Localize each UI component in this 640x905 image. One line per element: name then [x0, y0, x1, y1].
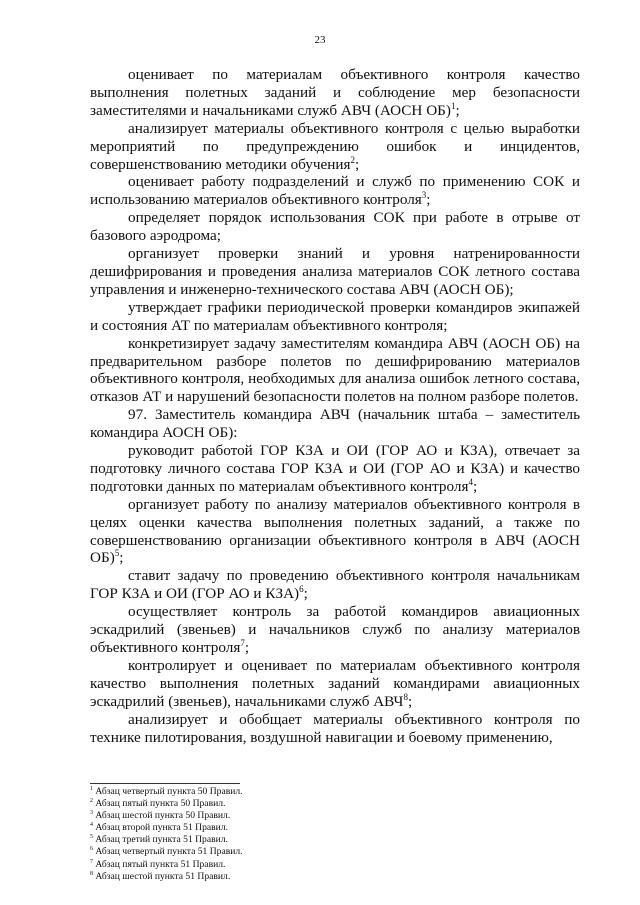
- paragraph: [90, 567, 580, 603]
- paragraph-text: конкретизирует задачу заместителям командира АВЧ (АОСН ОБ) на предварительном разборе полетов по дешифрированию материалов объективного контроля, необходимых для анализа ошибок летного состава, отказов АТ и нарушений безопасности полетов на полном разборе полетов.: [90, 334, 580, 406]
- footnote-text: Абзац пятый пункта 51 Правил.: [95, 858, 226, 870]
- footnote-ref[interactable]: 4: [468, 476, 473, 487]
- footnote-text: Абзац шестой пункта 51 Правил.: [95, 870, 231, 882]
- paragraph-end: ;: [119, 549, 124, 567]
- footnote-text: Абзац второй пункта 51 Правил.: [95, 822, 228, 834]
- footnote-ref[interactable]: 2: [350, 154, 356, 165]
- footnote-number: 1: [90, 785, 93, 792]
- paragraph-text: утверждает графики периодической проверки командиров экипажей и состояния АТ по материалам объективного контроля;: [90, 298, 580, 334]
- footnote-ref[interactable]: 1: [450, 100, 456, 111]
- paragraph: [90, 442, 580, 496]
- paragraph: [90, 120, 580, 174]
- paragraph: [90, 173, 580, 209]
- footnote-number: 4: [90, 822, 93, 829]
- paragraph: [90, 209, 580, 245]
- paragraph-text: организует проверки знаний и уровня натренированности дешифрирования и проведения анализа материалов СОК летного состава управления и инженерно-технического состава АВЧ (АОСН ОБ);: [90, 245, 580, 298]
- footnote-ref[interactable]: 8: [403, 691, 408, 702]
- footnote-text: Абзац шестой пункта 50 Правил.: [95, 810, 231, 822]
- paragraph: [90, 66, 580, 120]
- paragraph-text: руководит работой ГОР КЗА и ОИ (ГОР АО и КЗА), отвечает за подготовку личного состава ГОР КЗА и ОИ (ГОР АО и КЗА) и качество подготовки данных по материалам объективного контроля: [90, 442, 580, 495]
- paragraph-end: ;: [455, 101, 460, 119]
- section-heading: [90, 406, 580, 442]
- paragraph-text: определяет порядок использования СОК при работе в отрыве от базового аэродрома;: [90, 209, 580, 245]
- footnote-ref[interactable]: 5: [114, 548, 120, 559]
- paragraph-text: организует работу по анализу материалов объективного контроля в целях оценки качества выполнения полетных заданий, а также по совершенствованию организации объективного контроля в АВЧ (АОСН ОБ): [90, 495, 580, 567]
- footnote: [90, 859, 490, 871]
- footnote-ref[interactable]: 6: [299, 584, 304, 595]
- footnote: [90, 871, 490, 883]
- footnote-text: Абзац пятый пункта 50 Правил.: [95, 798, 226, 810]
- paragraph-end: ;: [244, 639, 250, 656]
- footnote: [90, 822, 490, 834]
- footnote-number: 7: [90, 858, 93, 865]
- paragraph-text: анализирует и обобщает материалы объективного контроля по технике пилотирования, воздушной навигации и боевому применению,: [90, 710, 580, 746]
- paragraph: [90, 603, 580, 657]
- footnote-text: Абзац четвертый пункта 50 Правил.: [95, 786, 243, 797]
- footnote-separator: [90, 783, 240, 784]
- footnote: [90, 834, 490, 846]
- footnote-number: 5: [90, 834, 93, 841]
- paragraph-text: оценивает работу подразделений и служб по применению СОК и использованию материалов объективного контроля: [90, 173, 580, 209]
- footnote-text: Абзац четвертый пункта 51 Правил.: [95, 846, 243, 858]
- paragraph-text: ставит задачу по проведению объективного контроля начальникам ГОР КЗА и ОИ (ГОР АО и КЗА): [90, 567, 580, 603]
- paragraph-text: 97. Заместитель командира АВЧ (начальник штаба – заместитель командира АОСН ОБ):: [90, 406, 580, 442]
- paragraph-end: ;: [303, 585, 308, 603]
- footnote-text: Абзац третий пункта 51 Правил.: [95, 834, 228, 846]
- paragraph: [90, 299, 580, 335]
- paragraph-text: анализирует материалы объективного контроля с целью выработки мероприятий по предупреждению ошибок и инцидентов, совершенствованию методики обучения: [90, 119, 580, 173]
- paragraph-end: ;: [472, 477, 478, 495]
- footnote: [90, 786, 490, 798]
- footnote-number: 6: [90, 846, 93, 853]
- footnote: [90, 810, 490, 822]
- page-number: 23: [314, 34, 326, 46]
- paragraph-end: ;: [355, 155, 360, 173]
- paragraph-text: оценивает по материалам объективного контроля качество выполнения полетных заданий и соблюдение мер безопасности заместителями и начальниками служб АВЧ (АОСН ОБ): [90, 66, 580, 119]
- footnote-ref[interactable]: 3: [421, 190, 427, 201]
- paragraph-end: ;: [407, 692, 413, 710]
- paragraph: [90, 245, 580, 299]
- paragraph-end: ;: [426, 191, 431, 209]
- paragraph: [90, 496, 580, 568]
- paragraph: [90, 657, 580, 711]
- footnote-number: 2: [90, 797, 93, 804]
- paragraph-text: контролирует и оценивает по материалам объективного контроля качество выполнения полетных заданий командирами авиационных эскадрилий (звеньев), начальниками служб АВЧ: [90, 656, 580, 710]
- paragraph-text: осуществляет контроль за работой командиров авиационных эскадрилий (звеньев) и начальников служб по анализу материалов объективного контроля: [90, 603, 580, 656]
- footnote-number: 8: [90, 870, 93, 877]
- footnote: [90, 798, 490, 810]
- footnote-number: 3: [90, 810, 93, 816]
- footnote-ref[interactable]: 7: [240, 637, 245, 648]
- footnote: [90, 846, 490, 858]
- body-text: [90, 66, 580, 746]
- paragraph: [90, 335, 580, 407]
- paragraph: [90, 711, 580, 747]
- footnotes: [90, 786, 490, 883]
